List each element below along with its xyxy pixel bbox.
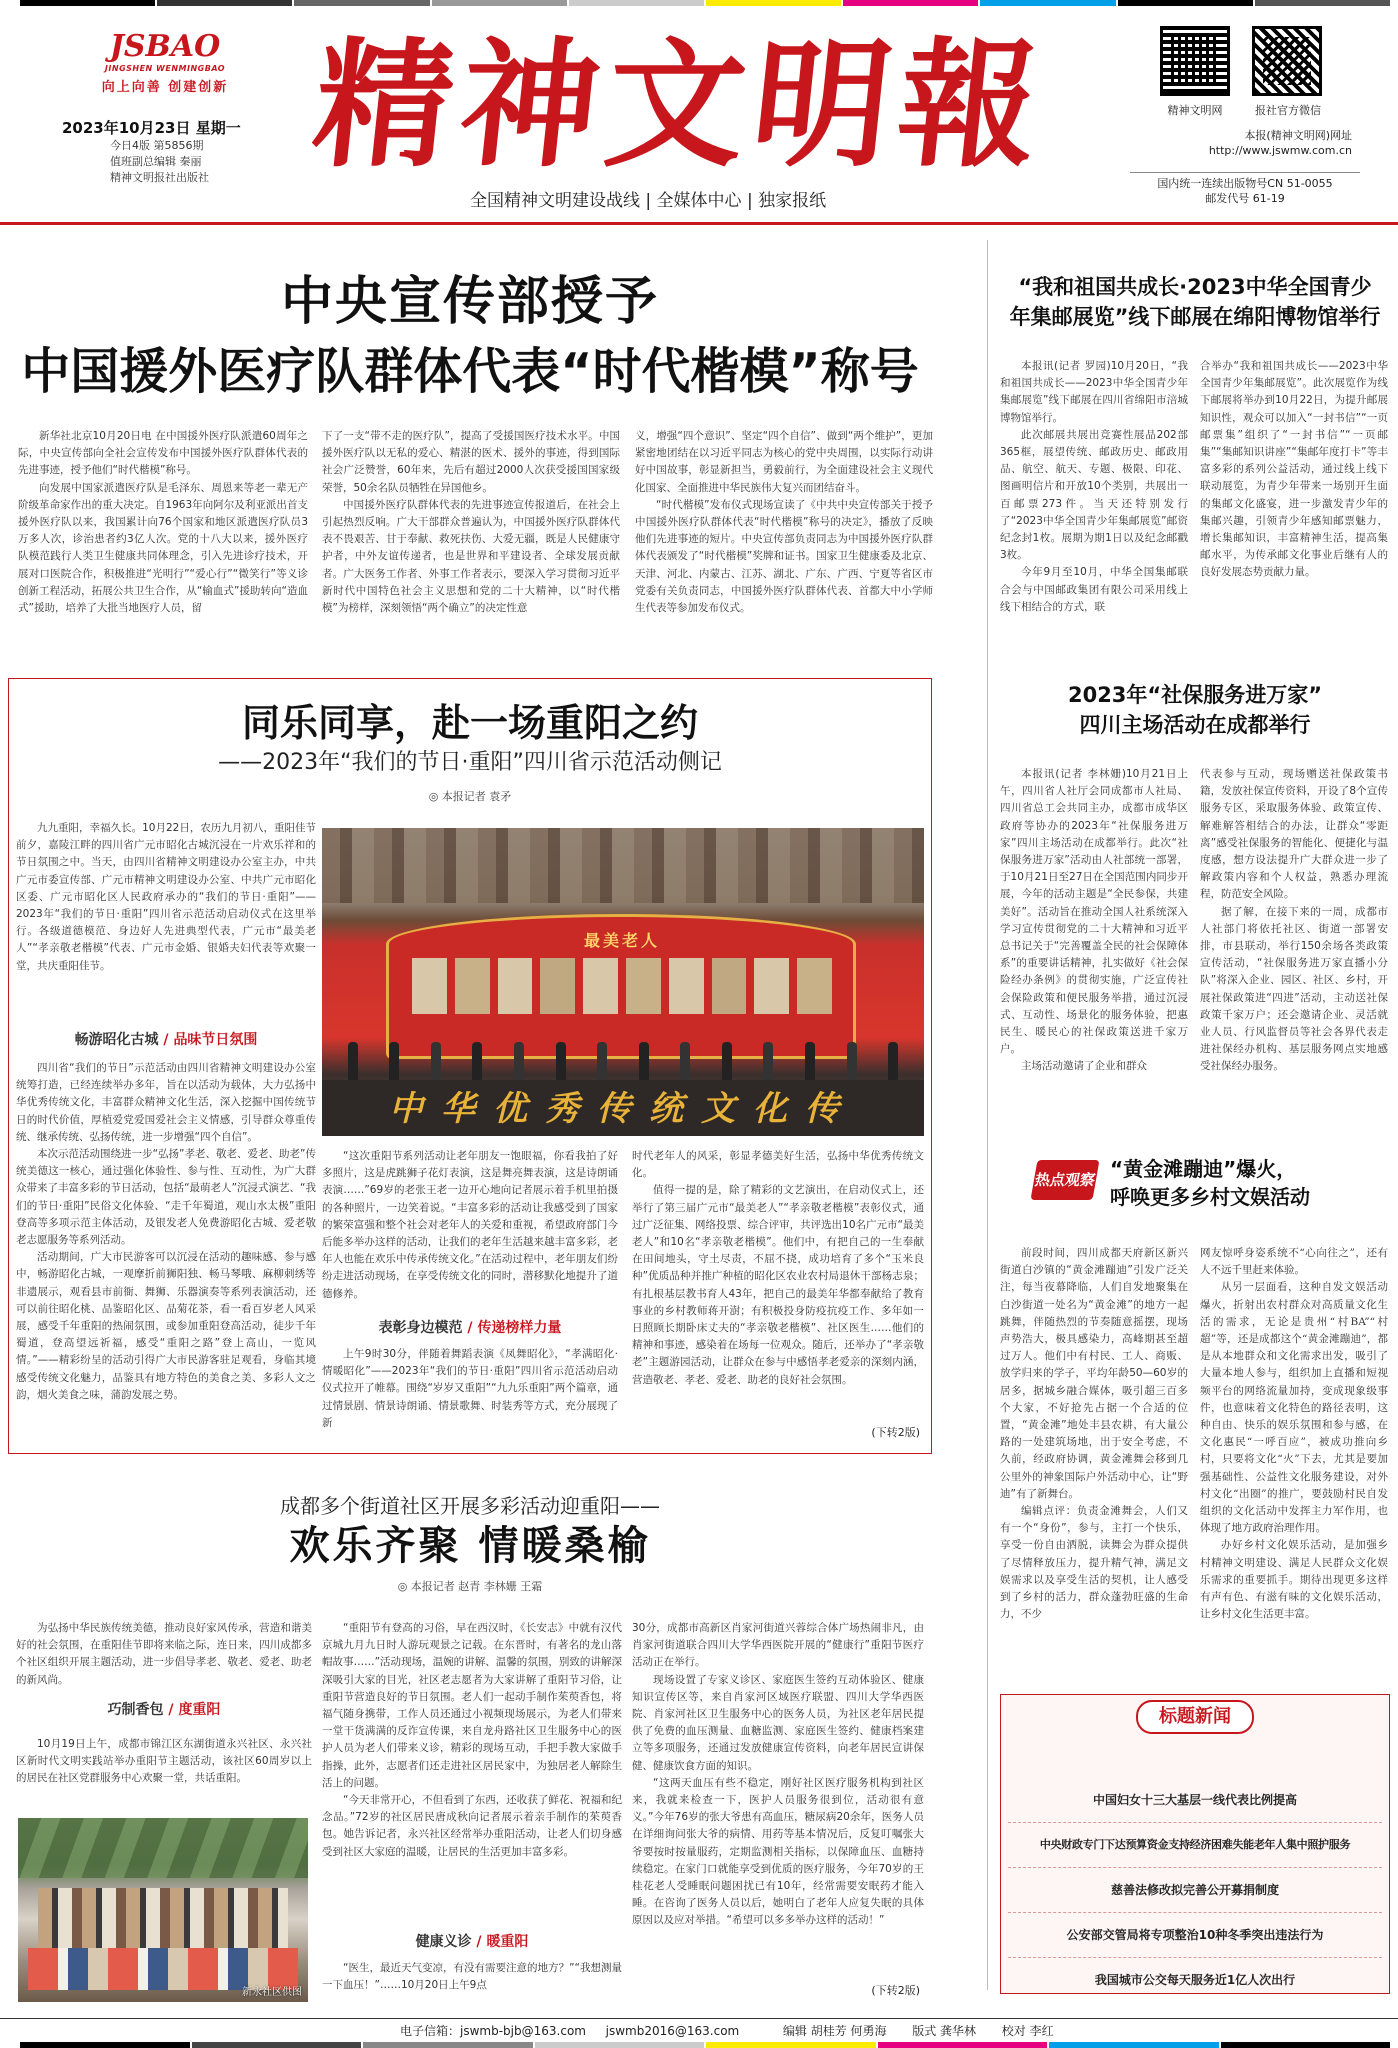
chengdu-photo bbox=[18, 1818, 308, 2002]
column-divider bbox=[987, 240, 988, 1990]
footer-rule bbox=[0, 2018, 1398, 2019]
festival-subhead-2: 表彰身边模范 / 传递榜样力量 bbox=[378, 1320, 562, 1336]
footer: 电子信箱：jswmb-bjb@163.com jswmb2016@163.com 编辑 胡桂芳 何勇海 版式 龚华林 校对 李红 bbox=[400, 2024, 1054, 2038]
youth-col-1: 本报讯(记者 罗园)10月20日，“我和祖国共成长——2023中华全国青少年集邮展览”线下邮展在四川省绵阳市涪城博物馆举行。 此次邮展共展出竞赛性展品202部365框，展望传统、邮政历史、邮政用品、航空、航天、专题、极限、印花、图画明信片和开放10个类别，共展出一百邮票273件。当天还特别发行了“2023中华全国青少年集邮展览”邮资纪念封1枚。展期为期1日以及纪念邮戳3枚。 今年9月至10月，中华全国集邮联合会与中国邮政集团有限公司采用线上线下相结合的方式，联 bbox=[1000, 360, 1188, 613]
issue-info bbox=[62, 118, 282, 186]
lead-col-3: 义，增强“四个意识”、坚定“四个自信”、做到“两个维护”，更加紧密地团结在以习近平同志为核心的党中央周围，以实际行动讲好中国故事，彰显新担当，勇毅前行，为全面建设社会主义现代化国家、全面推进中华民族伟大复兴而团结奋斗。 “时代楷模”发布仪式现场宣读了《中共中央宣传部关于授予中国援外医疗队群体代表“时代楷模”称号的决定》，播放了反映他们先进事迹的短片。中央宣传部负责同志为中国援外医疗队群体代表颁发了“时代楷模”奖牌和证书。国家卫生健康委及北京、天津、河北、内蒙古、江苏、湖北、广东、广西、宁夏等省区市党委有关负责同志，中国援外医疗队群体代表、首都大中小学师生代表等参加发布仪式。 bbox=[635, 430, 933, 615]
chengdu-right-col: 30分，成都市高新区肖家河街道兴蓉综合体广场热闹非凡，由肖家河街道联合四川大学华西医院开展的“健康行”重阳节医疗活动正在举行。 现场设置了专家义诊区、家庭医生签约互动体验区、健康知识宣传区等，来自肖家河区域医疗联盟、四川大学华西医院、肖家河社区卫生服务中心的医务人员，为社区老年居民提供了免费的血压测量、血糖监测、家庭医生签约、健康档案建立等多项服务，还通过发放健康宣传资料，向老年居民宣讲保健、健康饮食方面的知识。 “这两天血压有些不稳定，刚好社区医疗服务机构到社区来，我就来检查一下，医护人员服务很到位，活动很有意义。”今年76岁的张大爷患有高血压，糖尿病20余年，医务人员在详细询问张大爷的病情、用药等基本情况后，反复叮嘱张大爷要按时按量服药，定期监测相关指标，以保障血压、血糖持续稳定。在家门口就能享受到优质的医疗服务，今年70岁的王桂花老人受睡眠问题困扰已有10年，经常需要安眠药才能入睡。在咨询了医务人员以后，她明白了老年人应复失眠的具体原因以及应对举措。“希望可以多多举办这样的活动！” bbox=[632, 1622, 924, 1927]
qr-wechat-label: 报社官方微信 bbox=[1255, 104, 1321, 117]
lead-headline-2: 中国援外医疗队群体代表“时代楷模”称号 bbox=[21, 343, 919, 400]
hot-col-2: 网友惊呼身姿系统不“心向往之”，还有人不远千里赶来体验。 从另一层面看，这种自发文娱活动爆火，折射出农村群众对高质量文化生活的需求，无论是贵州“村BA”“村超”等，还是成都这个“黄金滩蹦迪”，都是从本地群众和文化需求出发，吸引了大量本地人参与，组织加上直播和短视频平台的网络流量加持，变成现象级事件，也意味着文化特色的路径表明，这种自由、快乐的娱乐氛围和参与感，在文化惠民“一呼百应”，被成功推向乡村，只要将文化“火”下去，尤其是要加强基础性、公益性文化服务建设，对外村文化“出圈”的推广，要鼓励村民自发组织的文化活动中发挥主力军作用，也体现了地方政府治理作用。 办好乡村文化娱乐活动，是加强乡村精神文明建设、满足人民群众文化娱乐需求的重要抓手。期待出现更多这样有声有色、有滋有味的文化娱乐活动，让乡村文化生活更丰富。 bbox=[1200, 1247, 1388, 1621]
festival-right-col: 时代老年人的风采，彰显孝德美好生活，弘扬中华优秀传统文化。 值得一提的是，除了精彩的文艺演出，在启动仪式上，还举行了第三届广元市“最美老人”“孝亲敬老楷模”表彰仪式，通过广泛征集、网络投票、综合评审，共评选出10名广元市“最美老人”和10名“孝亲敬老楷模”。他们中，有把自己的一生奉献在田间地头，守土尽责，不屈不挠，成功培育了多个“玉米良种”优质品种并推广种植的昭化区农业农村局退休干部杨志泉；有扎根基层教书育人43年，把自己的最美年华都奉献给了教育事业的乡村教师蒋开澍；有积极投身防疫抗疫工作、多年如一日照顾长期卧床丈夫的“孝亲敬老楷模”、社区医生……他们的精神和事迹，感染着在场每一位观众。随后，还举办了“孝亲敬老”主题游园活动，让群众在参与中感悟孝老爱亲的深刻内涵，营造敬老、孝老、爱老、助老的良好社会氛围。 bbox=[632, 1150, 924, 1386]
lead-col-2: 下了一支“带不走的医疗队”，提高了受援国医疗技术水平。中国援外医疗队以无私的爱心、精湛的医术、援外的事迹，得到国际社会广泛赞誉，60年来，先后有超过2000人次获受援国国家级荣誉，50余名队员牺牲在异国他乡。 中国援外医疗队群体代表的先进事迹宣传报道后，在社会上引起热烈反响。广大干部群众普遍认为，中国援外医疗队群体代表不畏艰苦、甘于奉献、救死扶伤、大爱无疆，既是人民健康守护者，中外友谊传递者，也是世界和平建设者、全球发展贡献者。广大医务工作者、外事工作者表示，要深入学习贯彻习近平新时代中国特色社会主义思想和党的二十大精神，以“时代楷模”为榜样，深刻领悟“两个确立”的决定性意 bbox=[322, 430, 620, 615]
site-label: 本报(精神文明网)网址 bbox=[1244, 129, 1352, 142]
chengdu-subhead-2: 健康义诊 / 暖重阳 bbox=[415, 1934, 529, 1950]
registration-bar-bottom bbox=[20, 2042, 1390, 2048]
social-headline: 2023年“社保服务进万家” 四川主场活动在成都举行 bbox=[1067, 683, 1323, 737]
qr-wechat[interactable] bbox=[1252, 26, 1322, 96]
news-item[interactable]: 慈善法修改拟完善公开募捐制度 bbox=[1008, 1868, 1382, 1913]
chengdu-photo-caption: 新永社区供图 bbox=[242, 1987, 302, 1998]
site-info bbox=[1120, 128, 1360, 158]
cn-number: 国内统一连续出版物号CN 51-0055 bbox=[1157, 177, 1333, 190]
hot-badge: 热点观察 bbox=[1030, 1160, 1099, 1200]
lead-headline-1: 中央宣传部授予 bbox=[280, 272, 659, 332]
chengdu-left-col-2: 10月19日上午，成都市锦江区东湖街道永兴社区、永兴社区新时代文明实践站举办重阳节主题活动，该社区60周岁以上的居民在社区党群服务中心欢聚一堂，共话重阳。 bbox=[16, 1738, 312, 1785]
festival-subtitle: ——2023年“我们的节日·重阳”四川省示范活动侧记 bbox=[218, 750, 722, 775]
logo-latin: JINGSHEN WENMINGBAO bbox=[104, 64, 226, 73]
festival-left-col: 九九重阳，幸福久长。10月22日，农历九月初八，重阳佳节前夕，嘉陵江畔的四川省广元市昭化古城沉浸在一片欢乐祥和的节日氛围之中。当天，由四川省精神文明建设办公室主办，中共广元市委宣传部、广元市精神文明建设办公室、中共广元市昭化区委、广元市昭化区人民政府承办的“我们的节日·重阳”——2023年“我们的节日·重阳”四川省示范活动启动仪式在这里举行。各级道德模范、身边好人先进典型代表，广元市“最美老人”“孝亲敬老楷模”代表、广元市金婚、银婚夫妇代表等欢聚一堂，共庆重阳佳节。 bbox=[16, 822, 316, 972]
festival-mid-col-2: 上午9时30分，伴随着舞蹈表演《凤舞昭化》，“孝满昭化·情暖昭化”——2023年“我们的节日·重阳”四川省示范活动启动仪式拉开了帷幕。围绕“岁岁又重阳”“九九乐重阳”两个篇章，通过情景剧、情景诗朗诵、情景歌舞、时装秀等方式，充分展现了新 bbox=[322, 1348, 618, 1429]
masthead-rule bbox=[0, 222, 1398, 225]
hot-col-1: 前段时间，四川成都天府新区新兴街道白沙镇的“黄金滩蹦迪”引发广泛关注，每当夜幕降临，人们自发地聚集在白沙街道一处名为“黄金滩”的地方一起跳舞，伴随热烈的节奏随意摇摆，现场声势浩大，极具感染力，高峰期甚至超过万人。他们中有村民、工人、商贩、放学归来的学子，平均年龄50—60岁的居多，据城乡融合媒体，吸引超三百多个大家，不好抢先占据一个合适的位置，“黄金滩”地处丰县农耕，有大量公路的一处建筑场地，出于安全考虑，不久前，经政府协调，黄金滩舞会移到几公里外的神象国际户外活动中心，让“野迪”有了新舞台。 编辑点评：负责金滩舞会，人们又有一个“身份”，参与，主打一个快乐，享受一份自由洒脱，读舞会为群众提供了尽情释放压力，提升精气神，满足文娱需求以及享受生活的契机，让人感受到了乡村的活力，群众蓬勃旺盛的生命力，不少 bbox=[1000, 1247, 1188, 1621]
festival-byline: ◎ 本报记者 袁矛 bbox=[428, 790, 512, 803]
photo-banner-text: 最美老人 bbox=[583, 931, 660, 950]
news-list bbox=[1008, 1778, 1382, 2002]
hot-headline: “黄金滩蹦迪”爆火， 呼唤更多乡村文娱活动 bbox=[1110, 1157, 1310, 1209]
issue-editor: 值班副总编辑 秦丽 bbox=[110, 155, 202, 168]
registration-bar-top bbox=[20, 0, 1390, 6]
masthead-title: 精神文明報 bbox=[306, 23, 1054, 186]
festival-left-col-2: 四川省“我们的节日”示范活动由四川省精神文明建设办公室统筹打造，已经连续举办多年，旨在以活动为载体，大力弘扬中华优秀传统文化，丰富群众精神文化生活，深入挖掘中国传统节日的时代价值，厚植爱党爱国爱社会主义情感，引导群众尊重传统、继承传统、弘扬传统，进一步增强“四个自信”。 本次示范活动围绕进一步“弘扬”孝老、敬老、爱老、助老”传统美德这一核心，通过强化体验性、参与性、互动性，为广大群众带来了丰富多彩的节日活动，包括“最萌老人”沉浸式演艺、“我们的节日·重阳”民俗文化体验、“走千年蜀道，观山水太极”重阳登高等多项示范主体活动，及银发老人免费游昭化古城、爱老敬老志愿服务等系列活动。 活动期间，广大市民游客可以沉浸在活动的趣味感、参与感中，畅游昭化古城，一观摩折前狮阳独、畅马琴哦、麻柳刺绣等非遗展示，观看县市前衙、舞狮、乐器演奏等系列表演活动，还可以前往昭化桃、品鉴昭化区、品菊花茶，看一看百岁老人风采展，感受千年重阳的热闹氛围，或参加重阳登高活动，徒步千年蜀道，登高望远祈福，感受“重阳之路”登上高山，一览风情。”——精彩纷呈的活动引得广大市民游客驻足观看，身临其境感受传统文化魅力，品鉴具有地方特色的美食之美、多彩人文之韵，烟火美食之味，蒲韵发展之势。 bbox=[16, 1062, 316, 1401]
site-url[interactable]: http://www.jswmw.com.cn bbox=[1208, 144, 1352, 157]
chengdu-left-col: 为弘扬中华民族传统美德，推动良好家风传承，营造和谐美好的社会氛围，在重阳佳节即将来临之际，连日来，四川成都多个社区组织开展主题活动，进一步倡导孝老、敬老、爱老、助老的新风尚。 bbox=[16, 1622, 312, 1686]
qr-website-label: 精神文明网 bbox=[1167, 104, 1223, 117]
chengdu-kicker: 成都多个街道社区开展多彩活动迎重阳—— bbox=[280, 1494, 660, 1518]
youth-headline: “我和祖国共成长·2023中华全国青少 年集邮展览”线下邮展在绵阳博物馆举行 bbox=[1009, 275, 1381, 329]
social-col-1: 本报讯(记者 李林姗)10月21日上午，四川省人社厅会同成都市人社局、四川省总工会共同主办，成都市成华区政府等协办的2023年“社保服务进万家”四川主场活动在成都举行。此次“社保服务进万家”活动由人社部统一部署，于10月21日至27日在全国范围内同步开展，今年的活动主题是“全民参保，共建美好”。活动旨在推动全国人社系统深入学习宣传贯彻党的二十大精神和习近平总书记关于“完善覆盖全民的社会保障体系”的重要讲话精神，扎实做好《社会保险经办条例》的贯彻实施，广泛宣传社会保险政策和便民服务举措，通过沉浸式、互动性、场景化的服务体验，把惠民生、暖民心的社保政策送进千家万户。 主场活动邀请了企业和群众 bbox=[1000, 768, 1188, 1073]
email-2[interactable]: jswmb2016@163.com bbox=[605, 2024, 740, 2038]
chengdu-mid-col-2: “医生，最近天气变凉，有没有需要注意的地方？”“我想测量一下血压！”……10月20日上午9点 bbox=[322, 1962, 622, 1992]
social-col-2: 代表参与互动，现场赠送社保政策书籍，发放社保宣传资料，开设了8个宣传服务专区，采取服务体验、政策宣传、解难解答相结合的办法，让群众“零距离”感受社保服务的智能化、便捷化与温度感，想方设法提升广大群众进一步了解政策内容和个人权益，熟悉办理流程，防范安全风险。 据了解，在接下来的一周，成都市人社部门将依托社区、街道一部署安排，市县联动，举行150余场各类政策宣传活动，“社保服务进万家直播小分队”将深入企业、园区、社区、乡村，开展社保政策进“四进”活动，主动送社保政策千家万户；还会邀请企业、灵活就业人员、行风监督员等社会各界代表走进社保经办机构、基层服务网点实地感受社保经办服务。 bbox=[1200, 768, 1388, 1073]
qr-website[interactable] bbox=[1160, 26, 1230, 96]
post-code: 邮发代号 61-19 bbox=[1205, 192, 1285, 205]
chengdu-subhead-1: 巧制香包 / 度重阳 bbox=[107, 1702, 221, 1718]
festival-mid-col: “这次重阳节系列活动让老年朋友一饱眼福，你看我拍了好多照片，这是虎跳狮子花灯表演，这是舞亮舞表演，这是诗朗诵表演……”69岁的老张王老一边开心地向记者展示着手机里拍摄的各种照片，一边笑着说。“丰富多彩的活动让我感受到了国家的繁荣富强和整个社会对老年人的关爱和重视，希望政府部门今后能多举办这样的活动，让我们的老年生活越来越丰富多彩，老年人也能在欢乐中传承传统文化。”在活动过程中，老年朋友们纷纷走进活动现场，在享受传统文化的同时，潜移默化地提升了道德修养。 bbox=[322, 1150, 618, 1300]
issue-date: 2023年10月23日 星期一 bbox=[62, 119, 241, 137]
chengdu-mid-col: “重阳节有登高的习俗，早在西汉时，《长安志》中就有汉代京城九月九日时人游玩观景之记载。在东晋时，有著名的龙山落帽故事……”活动现场，温婉的讲解、温馨的氛围，别致的讲解深深吸引大家的目光，社区老志愿者为大家讲解了重阳节习俗，让重阳节营造良好的节日氛围。老人们一起动手制作茱萸香包，将福气随身携带，工作人员还通过小视频现场展示，为老人们带来一堂干货满满的反诈宣传课，来自龙舟路社区卫生服务中心的医护人员为老人们带来义诊，精彩的现场互动，手把手教大家做手指操，此外，志愿者们还走进社区居民家中，为独居老人解除生活上的问题。 “今天非常开心，不但看到了东西，还收获了鲜花、祝福和纪念品。”72岁的社区居民唐成秋向记者展示着亲手制作的茱萸香包。她告诉记者，永兴社区经常举办重阳活动，让老人们切身感受到社区大家庭的温暖，让居民的生活更加丰富多彩。 bbox=[322, 1622, 622, 1858]
chengdu-byline: ◎ 本报记者 赵青 李林姗 王霜 bbox=[397, 1580, 543, 1593]
news-header: 标题新闻 bbox=[1136, 1700, 1254, 1734]
chengdu-continue[interactable]: (下转2版) bbox=[871, 1984, 920, 1997]
photo-slogan-text: 中华优秀传统文化传 bbox=[389, 1089, 857, 1129]
festival-continue[interactable]: (下转2版) bbox=[871, 1426, 920, 1439]
festival-photo bbox=[322, 828, 924, 1136]
news-item[interactable]: 中国妇女十三大基层一线代表比例提高 bbox=[1008, 1778, 1382, 1823]
news-item[interactable]: 中央财政专门下达预算资金支持经济困难失能老年人集中照护服务 bbox=[1008, 1823, 1382, 1868]
email-1[interactable]: jswmb-bjb@163.com bbox=[460, 2024, 586, 2038]
masthead-tagline: 全国精神文明建设战线 | 全媒体中心 | 独家报纸 bbox=[470, 191, 827, 211]
festival-subhead-1: 畅游昭化古城 / 品味节日氛围 bbox=[74, 1032, 258, 1048]
news-item[interactable]: 我国城市公交每天服务近1亿人次出行 bbox=[1094, 1973, 1296, 1987]
logo bbox=[60, 30, 270, 102]
youth-col-2: 合举办“我和祖国共成长——2023中华全国青少年集邮展览”。此次展览作为线下邮展将举办到10月22日，为提升邮展知识性，观众可以加入“一封书信”“一页邮票集”组织了“一封书信”“一页邮集”“集邮知识讲座”“集邮年度打卡”等丰富多彩的系列公益活动，通过线上线下联动展览，为青少年带来一场别开生面的集邮文化盛宴，进一步激发青少年的集邮兴趣，引领青少年感知邮票魅力，增长集邮知识，丰富精神生活，提高集邮水平，为传承邮文化事业后继有人的良好发展态势贡献力量。 bbox=[1200, 360, 1388, 579]
logo-slogan: 向上向善 创建创新 bbox=[101, 80, 229, 95]
festival-headline: 同乐同享，赴一场重阳之约 bbox=[241, 701, 698, 745]
chengdu-headline: 欢乐齐聚 情暖桑榆 bbox=[289, 1523, 651, 1569]
publication-codes bbox=[1130, 172, 1360, 206]
issue-publisher: 精神文明报社出版社 bbox=[110, 171, 209, 184]
logo-brand: JSBAO bbox=[109, 29, 221, 64]
news-item[interactable]: 公安部交管局将专项整治10种冬季突出违法行为 bbox=[1008, 1913, 1382, 1958]
lead-col-1: 新华社北京10月20日电 在中国援外医疗队派遣60周年之际，中央宣传部向全社会宣传发布中国援外医疗队群体代表的先进事迹，授予他们“时代楷模”称号。 向发展中国家派遣医疗队是毛泽东、周恩来等老一辈无产阶级革命家作出的重大决定。自1963年向阿尔及利亚派出首支援外医疗队以来，我国累计向76个国家和地区派遣医疗队员3万多人次，诊治患者约3亿人次。党的十八大以来，援外医疗队模范践行人类卫生健康共同体理念，引入先进诊疗技术，开展对口医院合作，积极推进“光明行”“爱心行”“微笑行”等义诊创新工程活动，拓展公共卫生合作，从“输血式”援助转向“造血式”援助，培养了大批当地医疗人员，留 bbox=[18, 430, 308, 615]
issue-pages: 今日4版 第5856期 bbox=[110, 139, 204, 152]
